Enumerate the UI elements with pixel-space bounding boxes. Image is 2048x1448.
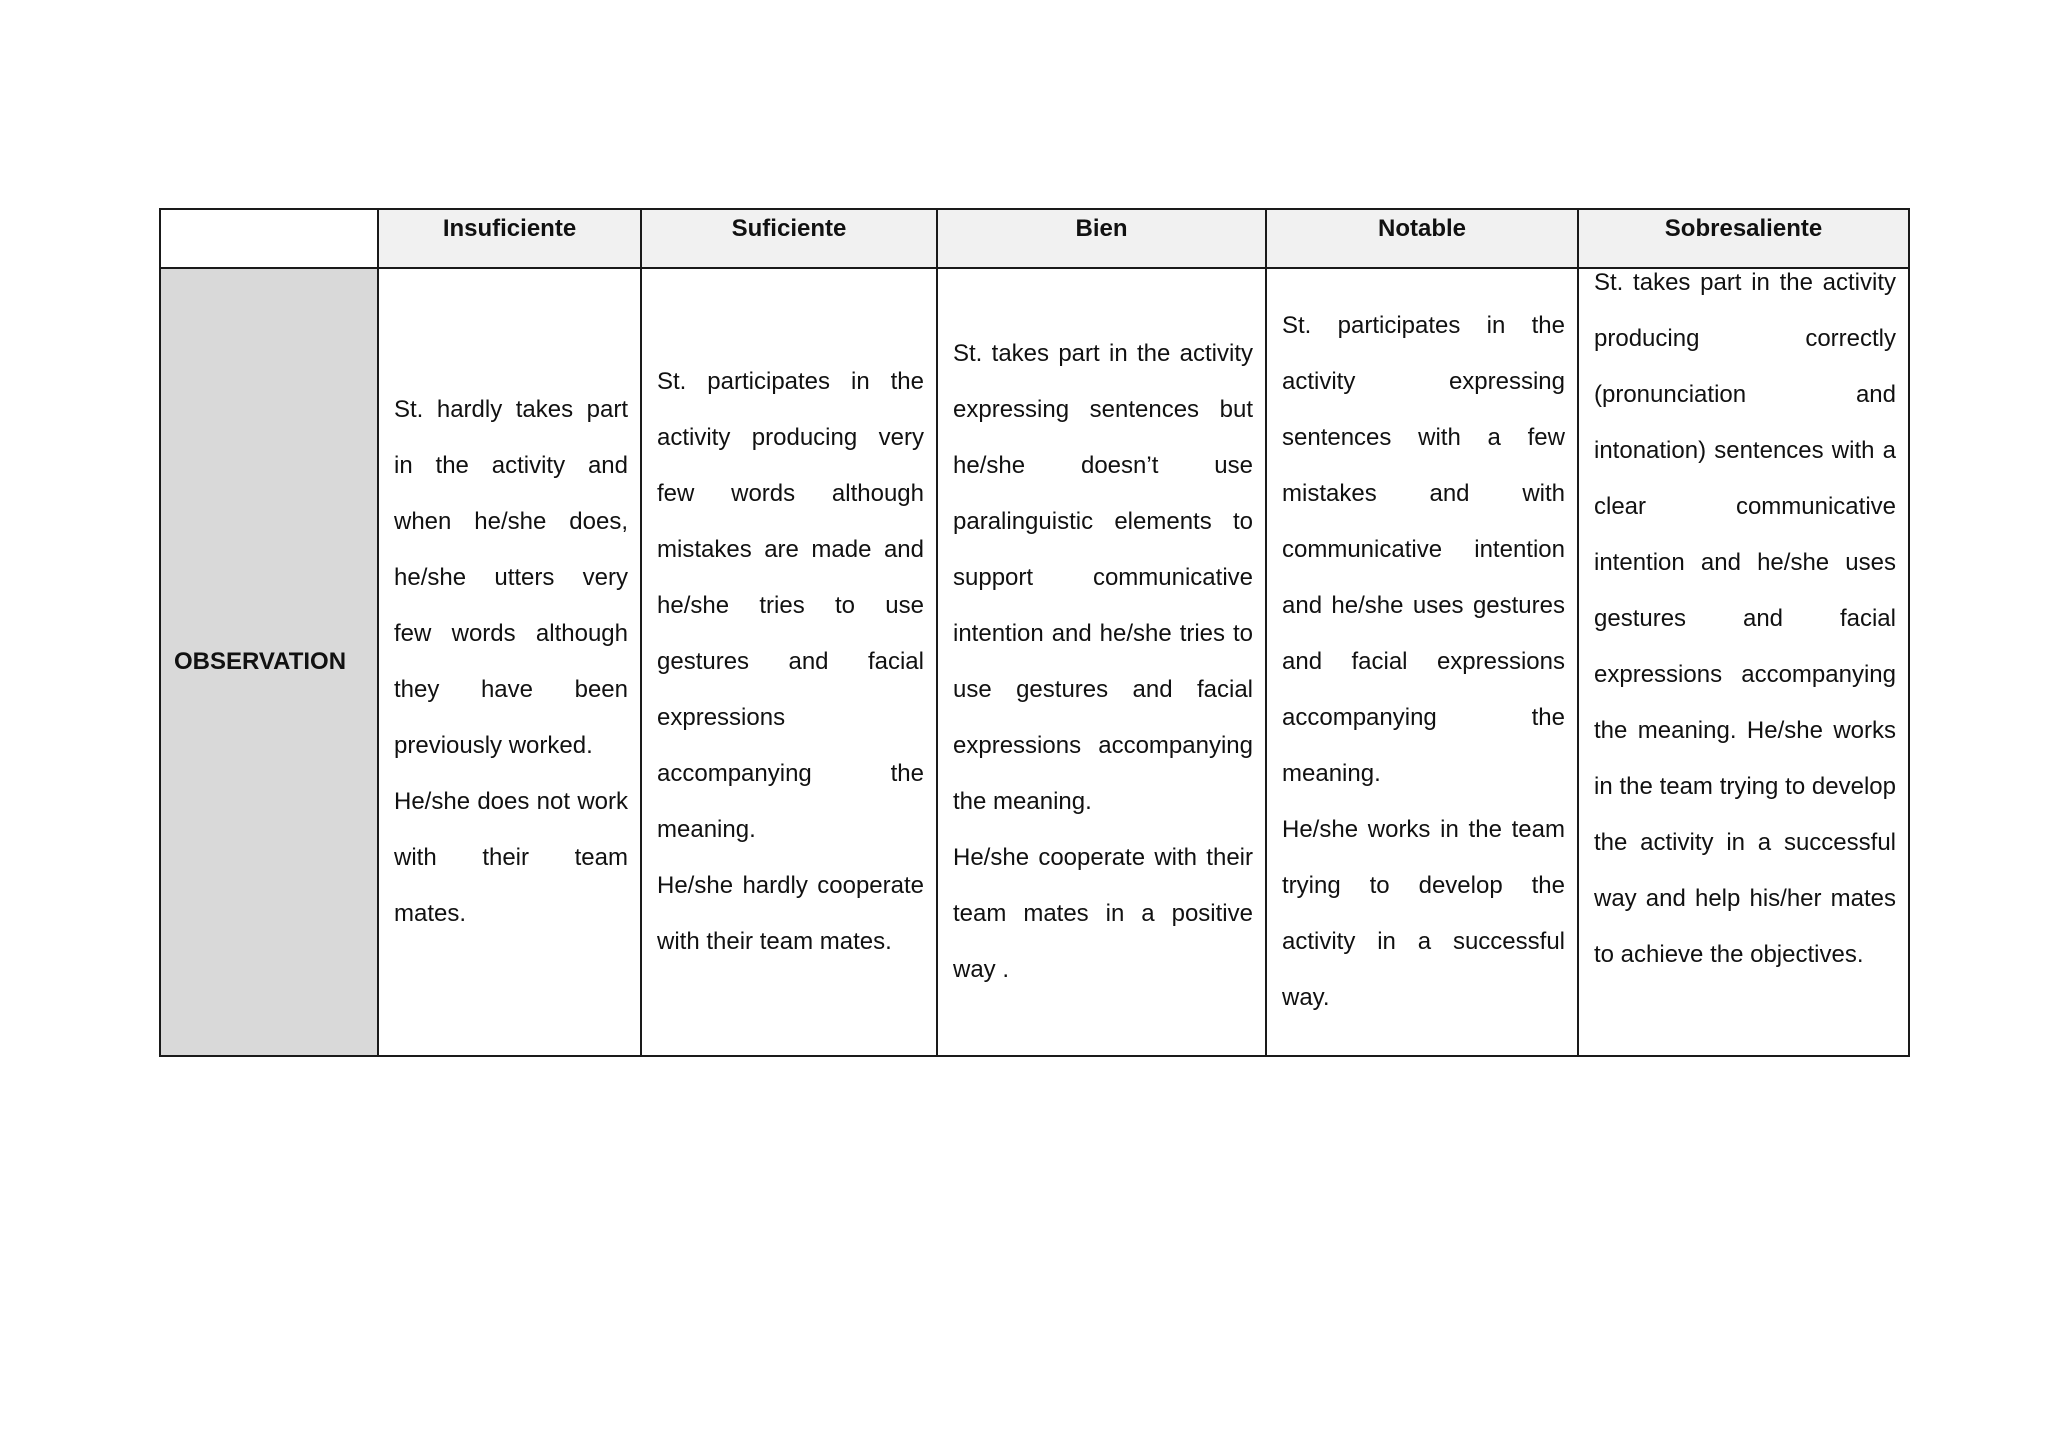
row-label-observation: OBSERVATION [160,268,378,1056]
cell-notable-text: St. participates in the activity expressing sentences with a few mistakes and with communicative intention and he/she uses gestures and facial expressions accompanying the meaning. [1282,312,1565,787]
cell-bien [937,268,1266,1056]
cell-notable-teamwork: He/she works in the team trying to develop the activity in a successful way. [1282,816,1565,1011]
observation-row [160,268,1909,1056]
cell-sobresaliente [1578,268,1909,1056]
header-corner-cell [160,209,378,268]
cell-insuficiente [378,268,641,1056]
header-notable: Notable [1266,209,1578,268]
cell-bien-text: St. takes part in the activity expressing sentences but he/she doesn’t use paralinguistic elements to support communicative intention and he/she tries to use gestures and facial expressions accompanying the meaning. [953,340,1253,815]
header-insuficiente: Insuficiente [378,209,641,268]
header-suficiente: Suficiente [641,209,937,268]
rubric-table [159,208,1910,1057]
cell-insuficiente-text: St. hardly takes part in the activity and when he/she does, he/she utters very few words although they have been previously worked. [394,396,628,759]
header-bien: Bien [937,209,1266,268]
header-sobresaliente: Sobresaliente [1578,209,1909,268]
cell-suficiente-text: St. participates in the activity producing very few words although mistakes are made and he/she tries to use gestures and facial expressions accompanying the meaning. [657,368,924,843]
cell-sobresaliente-content [1594,255,1896,983]
cell-sobresaliente-text: St. takes part in the activity producing correctly (pronunciation and intonation) sentences with a clear communicative intention and he/she uses gestures and facial expressions accompanying the meaning. He/she works in the team trying to develop the activity in a successful way and help his/her mates to achieve the objectives. [1594,269,1896,968]
cell-notable [1266,268,1578,1056]
cell-suficiente-teamwork: He/she hardly cooperate with their team mates. [657,872,924,955]
cell-bien-teamwork: He/she cooperate with their team mates in a positive way . [953,844,1253,983]
cell-insuficiente-teamwork: He/she does not work with their team mates. [394,788,628,927]
cell-suficiente [641,268,937,1056]
